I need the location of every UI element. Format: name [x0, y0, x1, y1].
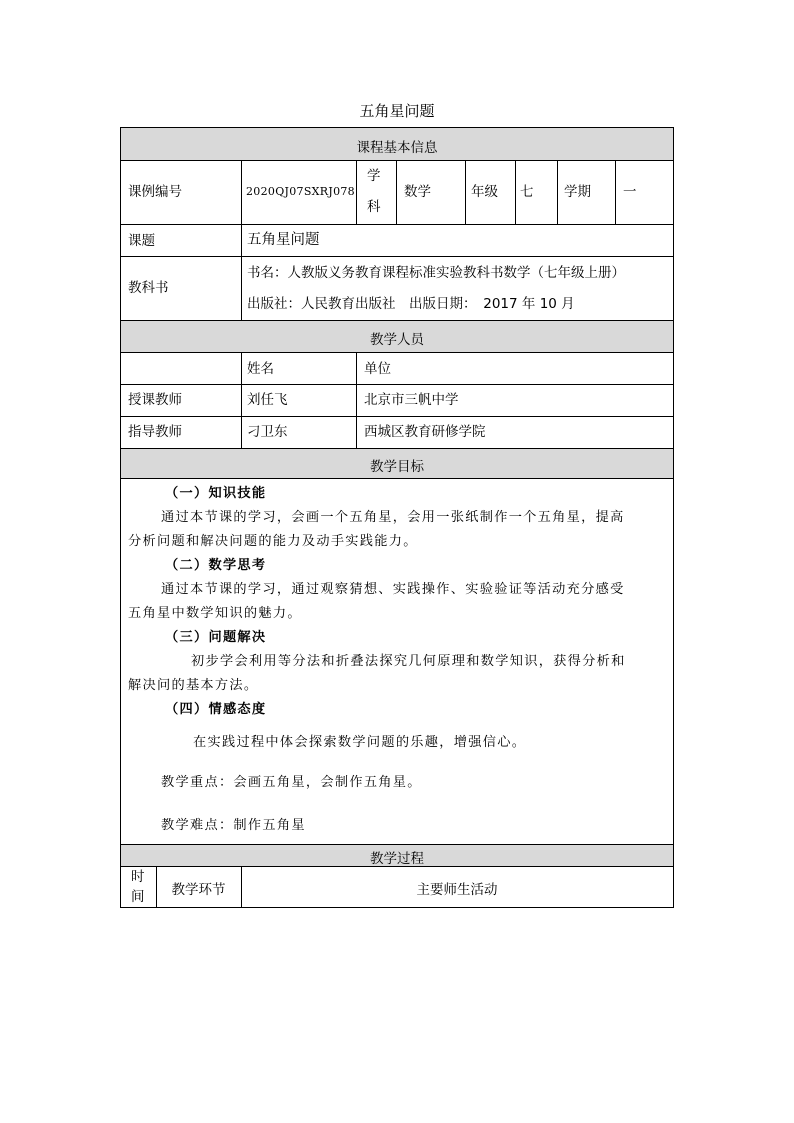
section-title-process: 教学过程 [370, 851, 424, 867]
textbook-publisher: 出版社：人民教育出版社 出版日期： 2017 年 10 月 [247, 296, 575, 312]
objective-text-attitude: 在实践过程中体会探索数学问题的乐趣，增强信心。 [193, 735, 527, 750]
topic-value: 五角星问题 [247, 232, 320, 248]
term-label: 学期 [564, 184, 591, 200]
objective-text-problem-solving-line1: 初步学会利用等分法和折叠法探究几何原理和数学知识，获得分析和 [191, 654, 626, 669]
process-time-label-line2: 间 [131, 889, 145, 905]
objective-text-thinking-line1: 通过本节课的学习，通过观察猜想、实践操作、实验验证等活动充分感受 [161, 582, 625, 597]
staff-name-header: 姓名 [247, 361, 274, 377]
key-point-text: 教学重点：会画五角星，会制作五角星。 [161, 775, 422, 790]
textbook-label: 教科书 [128, 280, 169, 296]
difficulty-text: 教学难点：制作五角星 [161, 818, 306, 833]
process-time-label-line1: 时 [131, 869, 145, 885]
staff-unit-2: 西城区教育研修学院 [364, 424, 486, 440]
objective-text-problem-solving-line2: 解决问的基本方法。 [128, 678, 259, 693]
objective-heading-attitude: （四）情感态度 [165, 702, 267, 717]
process-stage-label: 教学环节 [171, 882, 226, 898]
document-title: 五角星问题 [359, 102, 435, 120]
objective-heading-problem-solving: （三）问题解决 [165, 630, 267, 645]
case-no-value: 2020QJ07SXRJ078 [246, 185, 355, 198]
objective-text-thinking-line2: 五角星中数学知识的魅力。 [128, 606, 302, 621]
process-activity-label: 主要师生活动 [416, 882, 498, 898]
grade-label: 年级 [471, 184, 498, 200]
section-title-staff: 教学人员 [370, 332, 424, 348]
objective-text-knowledge-line1: 通过本节课的学习，会画一个五角星，会用一张纸制作一个五角星，提高 [161, 510, 625, 525]
staff-name-2: 刁卫东 [247, 424, 288, 440]
term-value: 一 [623, 184, 637, 200]
staff-role-1: 授课教师 [128, 392, 182, 408]
subject-value: 数学 [404, 184, 431, 200]
staff-unit-1: 北京市三帆中学 [364, 392, 459, 408]
staff-name-1: 刘任飞 [247, 392, 288, 408]
section-title-basic-info: 课程基本信息 [356, 140, 438, 156]
case-no-label: 课例编号 [128, 184, 182, 200]
objective-heading-thinking: （二）数学思考 [165, 558, 267, 573]
staff-unit-header: 单位 [364, 361, 391, 377]
subject-label-line1: 学 [367, 168, 381, 184]
textbook-name: 书名：人教版义务教育课程标准实验教科书数学（七年级上册） [247, 265, 625, 281]
objective-text-knowledge-line2: 分析问题和解决问题的能力及动手实践能力。 [128, 534, 418, 549]
subject-label-line2: 科 [367, 199, 381, 215]
objective-heading-knowledge: （一）知识技能 [165, 486, 267, 501]
topic-label: 课题 [128, 233, 155, 249]
grade-value: 七 [520, 184, 534, 200]
staff-role-2: 指导教师 [128, 424, 182, 440]
lesson-plan-table [120, 127, 674, 908]
section-title-objectives: 教学目标 [370, 459, 424, 475]
